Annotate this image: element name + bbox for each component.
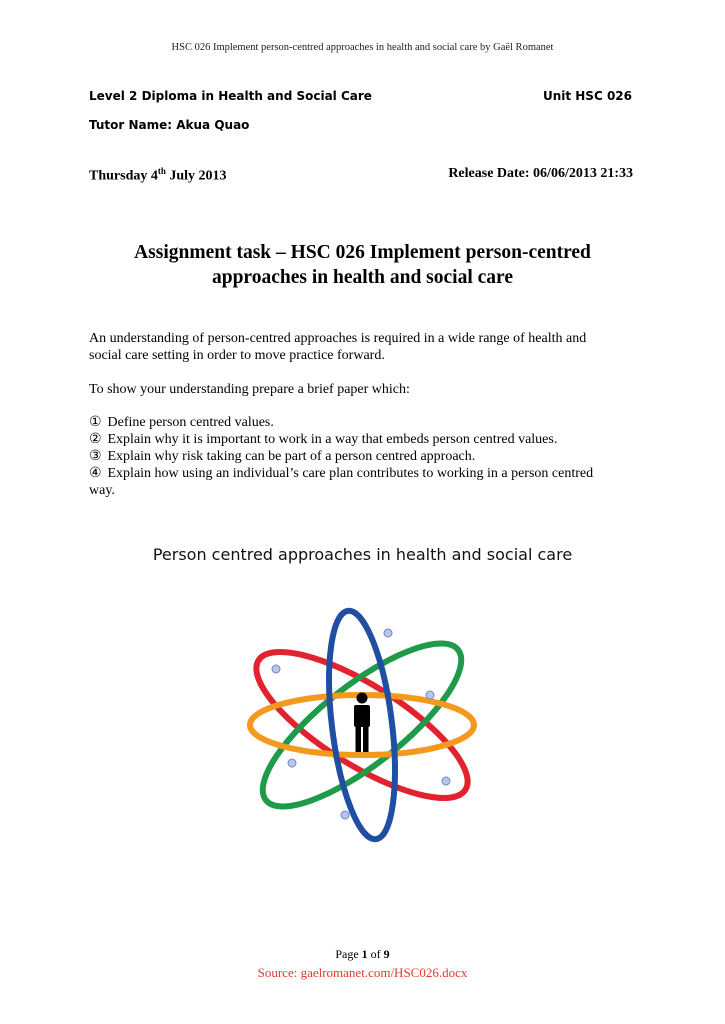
tutor-name: Tutor Name: Akua Quao [89,118,250,132]
person-centred-atom-icon [240,603,485,848]
task-number: ① [89,415,102,430]
page-number [0,947,725,962]
title-line-1: Assignment task – HSC 026 Implement person-centred [134,242,591,263]
task-text-continued: way. [89,483,115,498]
task-item-4 [89,465,649,499]
page-of: of [367,947,384,961]
task-text: Explain why risk taking can be part of a person centred approach. [107,449,476,464]
intro-line-2: social care setting in order to move practice forward. [89,348,385,363]
page-prefix: Page [335,947,362,961]
task-number: ③ [89,449,102,464]
instruction-text: To show your understanding prepare a brief paper which: [89,382,410,397]
page-current: 1 [361,947,368,961]
task-text: Explain how using an individual’s care plan contributes to working in a person centred [107,466,594,481]
unit-code: Unit HSC 026 [542,89,632,103]
task-text: Explain why it is important to work in a way that embeds person centred values. [107,432,558,447]
assignment-date [89,166,227,185]
task-text: Define person centred values. [107,415,274,430]
task-number: ④ [89,466,102,481]
page-total: 9 [383,947,390,961]
section-subheading: Person centred approaches in health and social care [152,545,573,564]
title-line-2: approaches in health and social care [211,267,513,288]
source-link[interactable]: Source: gaelromanet.com/HSC026.docx [257,965,468,980]
running-header: HSC 026 Implement person-centred approaches in health and social care by Gaël Romanet [171,42,554,53]
task-item-1 [89,414,649,431]
task-item-2 [89,431,649,448]
release-date: Release Date: 06/06/2013 21:33 [448,166,633,181]
date-suffix: July 2013 [165,168,227,184]
date-ordinal: th [157,166,166,176]
intro-paragraph [89,330,649,364]
intro-line-1: An understanding of person-centred approaches is required in a wide range of health and [89,331,587,346]
person-figure [354,693,370,753]
task-item-3 [89,448,649,465]
course-title: Level 2 Diploma in Health and Social Care [89,89,372,103]
date-prefix: Thursday 4 [89,168,158,184]
task-list [89,414,649,499]
task-number: ② [89,432,102,447]
page-title [60,240,665,290]
